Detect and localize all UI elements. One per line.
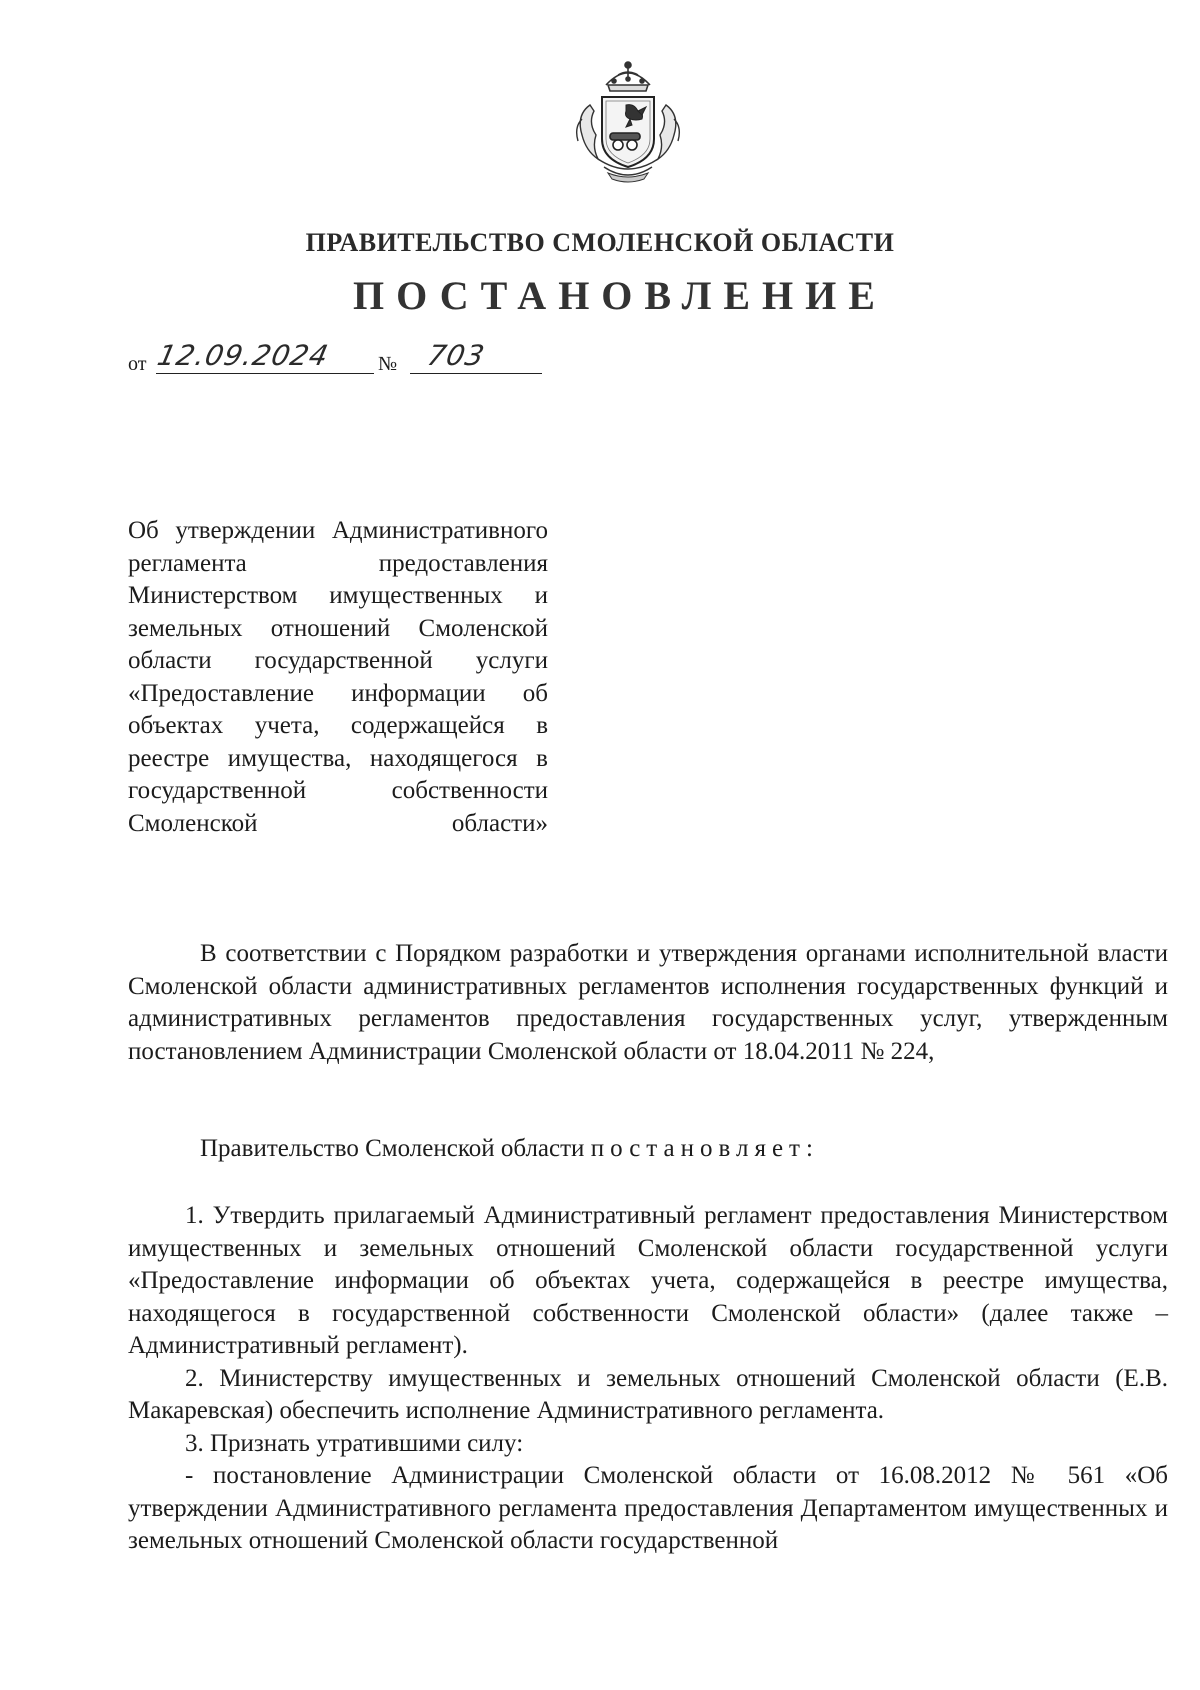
resolution-item: 1. Утвердить прилагаемый Административный регламент предоставления Министерством имущественных и земельных отношений Смоленской области государственной услуги «Предоставление информации об объектах учета, содержащейся в реестре имущества, находящегося в государственной собственности Смоленской области» (далее также – Административный регламент). bbox=[128, 1202, 1168, 1359]
document-subject: Об утверждении Административного регламента предоставления Министерством имущественных и земельных отношений Смоленской области государственной услуги «Предоставление информации об объектах учета, содержащейся в реестре имущества, находящегося в государственной собственности Смоленской области» bbox=[128, 517, 548, 837]
preamble-paragraph: В соответствии с Порядком разработки и утверждения органами исполнительной власти Смоленской области административных регламентов исполнения государственных функций и административных регламентов предоставления государственных услуг, утвержденным постановлением Администрации Смоленской области от 18.04.2011 № 224, bbox=[128, 940, 1168, 1065]
handwritten-date: 12.09.2024 bbox=[154, 339, 332, 372]
date-label: от bbox=[128, 353, 147, 375]
smolensk-coat-of-arms-icon bbox=[568, 55, 688, 185]
resolves-paragraph bbox=[128, 1133, 1168, 1166]
resolution-item: - постановление Администрации Смоленской области от 16.08.2012 № 561 «Об утверждении Административного регламента предоставления Департаментом имущественных и земельных отношений Смоленской области государственной bbox=[128, 1462, 1168, 1554]
document-type-title: ПОСТАНОВЛЕНИЕ bbox=[353, 273, 887, 318]
resolution-item: 2. Министерству имущественных и земельных отношений Смоленской области (Е.В. Макаревская) обеспечить исполнение Административного регламента. bbox=[128, 1364, 1168, 1424]
resolves-prefix: Правительство Смоленской области bbox=[200, 1135, 585, 1162]
number-label: № bbox=[378, 353, 398, 375]
handwritten-number: 703 bbox=[424, 339, 488, 372]
date-number-line bbox=[128, 340, 548, 380]
resolution-items bbox=[128, 1200, 1168, 1558]
resolves-word: постановляет: bbox=[590, 1135, 819, 1162]
resolution-item: 3. Признать утратившими силу: bbox=[185, 1429, 524, 1457]
organization-title: ПРАВИТЕЛЬСТВО СМОЛЕНСКОЙ ОБЛАСТИ bbox=[305, 228, 895, 257]
